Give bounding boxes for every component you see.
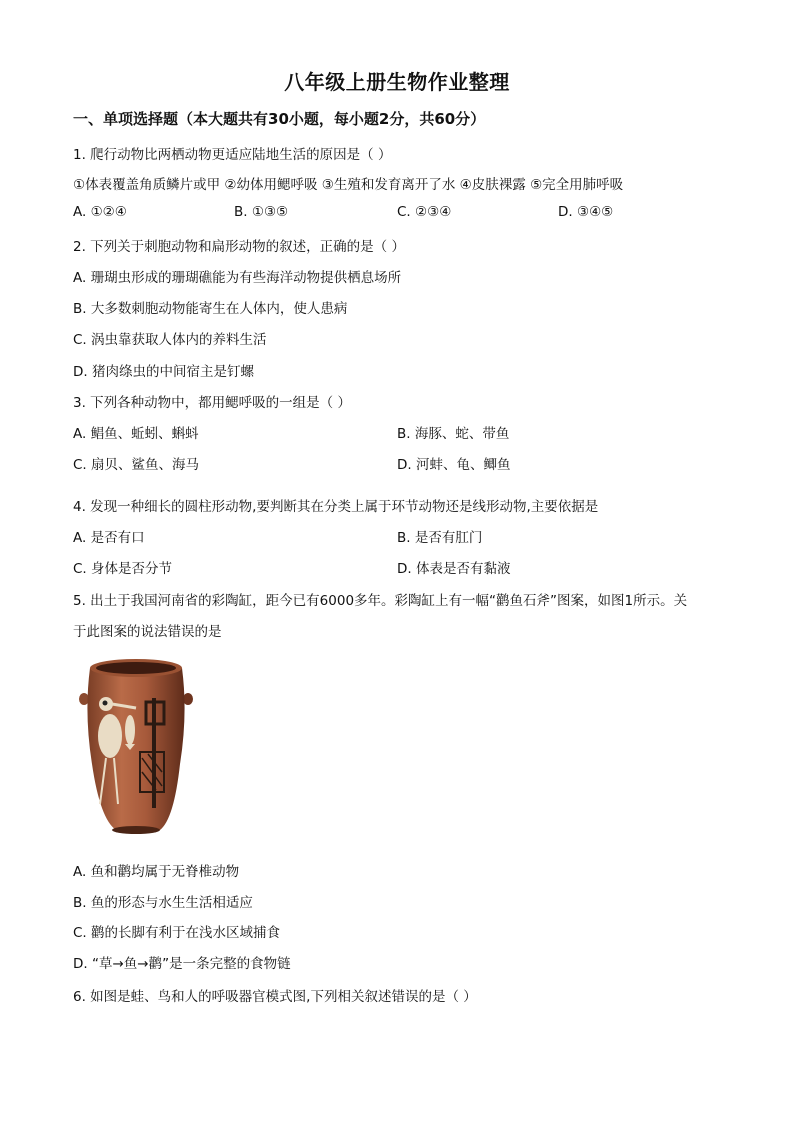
question-4-option-c: C. 身体是否分节 xyxy=(73,561,173,577)
question-5-option-b: B. 鱼的形态与水生生活相适应 xyxy=(73,895,253,911)
question-5-stem-line-2: 于此图案的说法错误的是 xyxy=(73,624,222,640)
question-3-option-d: D. 河蚌、龟、鲫鱼 xyxy=(397,457,511,473)
question-4-option-a: A. 是否有口 xyxy=(73,530,145,546)
question-5-option-d: D. “草→鱼→鹳”是一条完整的食物链 xyxy=(73,956,291,972)
question-3-option-a: A. 鲳鱼、蚯蚓、蝌蚪 xyxy=(73,426,199,442)
question-1-option-c: C. ②③④ xyxy=(397,204,452,220)
question-1-option-d: D. ③④⑤ xyxy=(558,204,614,220)
question-1-stem: 1. 爬行动物比两栖动物更适应陆地生活的原因是（ ） xyxy=(73,147,392,163)
question-3-option-b: B. 海豚、蛇、带鱼 xyxy=(397,426,510,442)
question-6-stem: 6. 如图是蛙、鸟和人的呼吸器官模式图,下列相关叙述错误的是（ ） xyxy=(73,989,477,1005)
question-1-option-b: B. ①③⑤ xyxy=(234,204,289,220)
question-4-option-b: B. 是否有肛门 xyxy=(397,530,483,546)
question-3-stem: 3. 下列各种动物中，都用鳃呼吸的一组是（ ） xyxy=(73,395,351,411)
question-1-statements: ①体表覆盖角质鳞片或甲 ②幼体用鳃呼吸 ③生殖和发育离开了水 ④皮肤裸露 ⑤完全用肺呼吸 xyxy=(73,177,624,193)
question-4-stem: 4. 发现一种细长的圆柱形动物,要判断其在分类上属于环节动物还是线形动物,主要依据是 xyxy=(73,499,599,515)
painted-pottery-jar-image xyxy=(76,654,196,838)
question-3-option-c: C. 扇贝、鲨鱼、海马 xyxy=(73,457,200,473)
question-4-option-d: D. 体表是否有黏液 xyxy=(397,561,511,577)
page-title: 八年级上册生物作业整理 xyxy=(284,70,510,94)
question-5-stem-line-1: 5. 出土于我国河南省的彩陶缸，距今已有6000多年。彩陶缸上有一幅“鹳鱼石斧”图案，如图1所示。关 xyxy=(73,593,688,609)
section-heading: 一、单项选择题（本大题共有30小题，每小题2分，共60分） xyxy=(73,110,486,128)
question-5-option-a: A. 鱼和鹳均属于无脊椎动物 xyxy=(73,864,240,880)
question-5-option-c: C. 鹳的长脚有利于在浅水区域捕食 xyxy=(73,925,281,941)
question-2-option-b: B. 大多数刺胞动物能寄生在人体内，使人患病 xyxy=(73,301,348,317)
question-2-option-d: D. 猪肉绦虫的中间宿主是钉螺 xyxy=(73,364,254,380)
question-1-option-a: A. ①②④ xyxy=(73,204,127,220)
question-2-stem: 2. 下列关于刺胞动物和扁形动物的叙述，正确的是（ ） xyxy=(73,239,405,255)
question-2-option-c: C. 涡虫靠获取人体内的养料生活 xyxy=(73,332,267,348)
question-2-option-a: A. 珊瑚虫形成的珊瑚礁能为有些海洋动物提供栖息场所 xyxy=(73,270,402,286)
